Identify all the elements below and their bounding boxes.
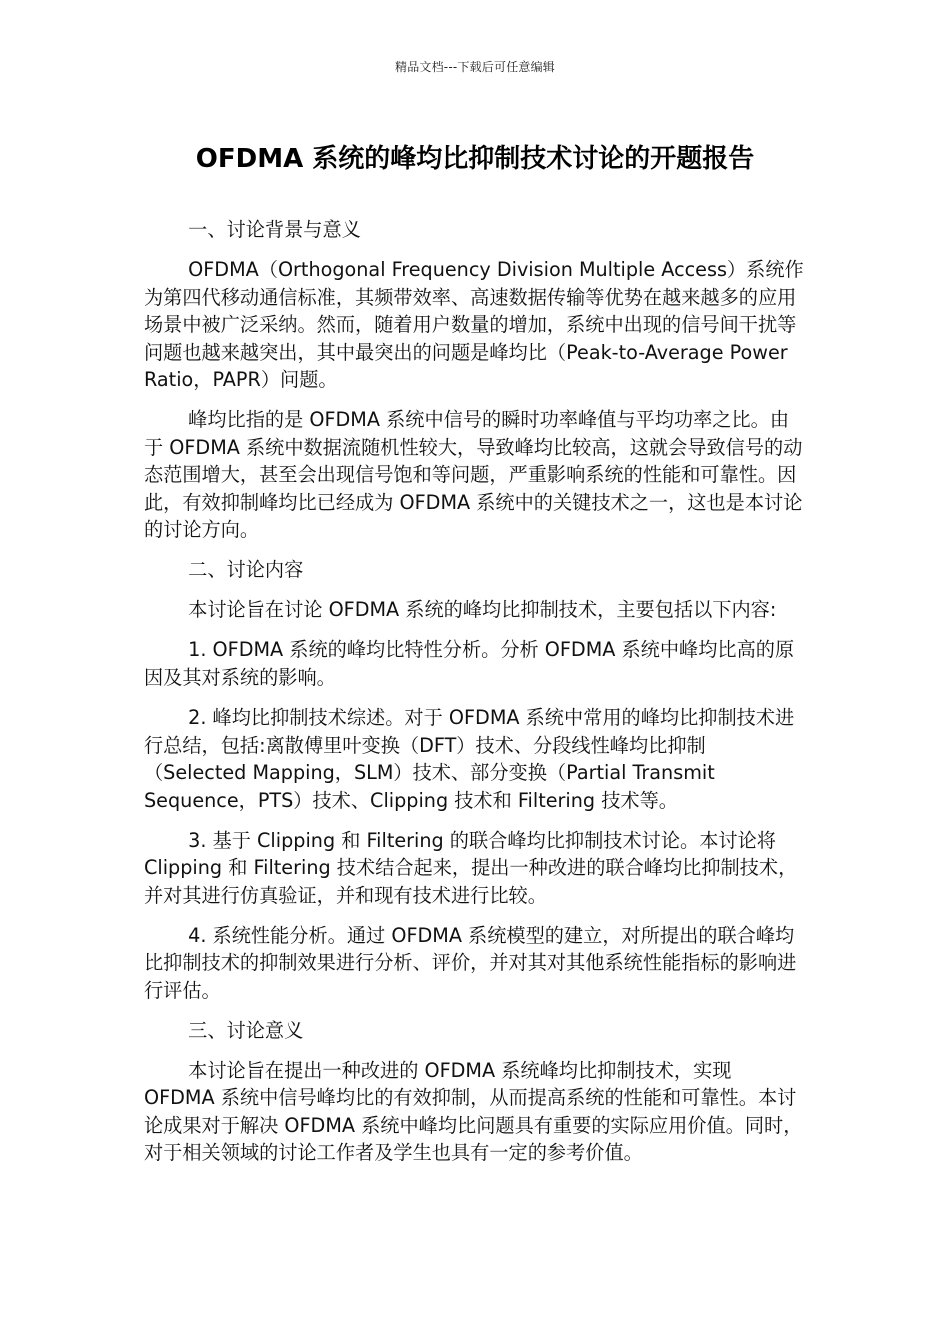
section-heading-content: 二、讨论内容: [188, 558, 304, 582]
paragraph-ofdma-intro: OFDMA（Orthogonal Frequency Division Multiple Access）系统作为第四代移动通信标准，其频带效率、高速数据传输等优势在越来越多的应用场景中被广泛采纳。然而，随着用户数量的增加，系统中出现的信号间干扰等问题也越来越突出，其中最突出的问题是峰均比（Peak-to-Average Power Ratio，PAPR）问题。: [144, 258, 804, 392]
list-item-3: 3. 基于 Clipping 和 Filtering 的联合峰均比抑制技术讨论。本讨论将 Clipping 和 Filtering 技术结合起来，提出一种改进的联合峰均比抑制技术，并对其进行仿真验证，并和现有技术进行比较。: [144, 828, 798, 907]
list-item-4: 4. 系统性能分析。通过 OFDMA 系统模型的建立，对所提出的联合峰均比抑制技术的抑制效果进行分析、评价，并对其对其他系统性能指标的影响进行评估。: [144, 923, 797, 1002]
paragraph-content-intro: 本讨论旨在讨论 OFDMA 系统的峰均比抑制技术，主要包括以下内容:: [188, 598, 777, 622]
page-header-note: 精品文档---下载后可任意编辑: [395, 60, 555, 74]
list-item-1: 1. OFDMA 系统的峰均比特性分析。分析 OFDMA 系统中峰均比高的原因及其对系统的影响。: [144, 638, 795, 689]
section-heading-background: 一、讨论背景与意义: [188, 218, 361, 241]
list-item-2: 2. 峰均比抑制技术综述。对于 OFDMA 系统中常用的峰均比抑制技术进行总结，包括:离散傅里叶变换（DFT）技术、分段线性峰均比抑制（Selected Mapping，SLM）技术、部分变换（Partial Transmit Sequence，PTS）技术、Clipping 技术和 Filtering 技术等。: [144, 706, 795, 812]
document-title: OFDMA 系统的峰均比抑制技术讨论的开题报告: [195, 144, 755, 174]
paragraph-significance: 本讨论旨在提出一种改进的 OFDMA 系统峰均比抑制技术，实现 OFDMA 系统中信号峰均比的有效抑制，从而提高系统的性能和可靠性。本讨论成果对于解决 OFDMA 系统中峰均比问题具有重要的实际应用价值。同时，对于相关领域的讨论工作者及学生也具有一定的参考价值。: [144, 1058, 803, 1165]
document-body: [144, 216, 806, 1180]
section-heading-significance: 三、讨论意义: [188, 1018, 304, 1042]
paragraph-papr-definition: 峰均比指的是 OFDMA 系统中信号的瞬时功率峰值与平均功率之比。由于 OFDMA 系统中数据流随机性较大，导致峰均比较高，这就会导致信号的动态范围增大，甚至会出现信号饱和等问题，严重影响系统的性能和可靠性。因此，有效抑制峰均比已经成为 OFDMA 系统中的关键技术之一，这也是本讨论的讨论方向。: [144, 408, 803, 542]
